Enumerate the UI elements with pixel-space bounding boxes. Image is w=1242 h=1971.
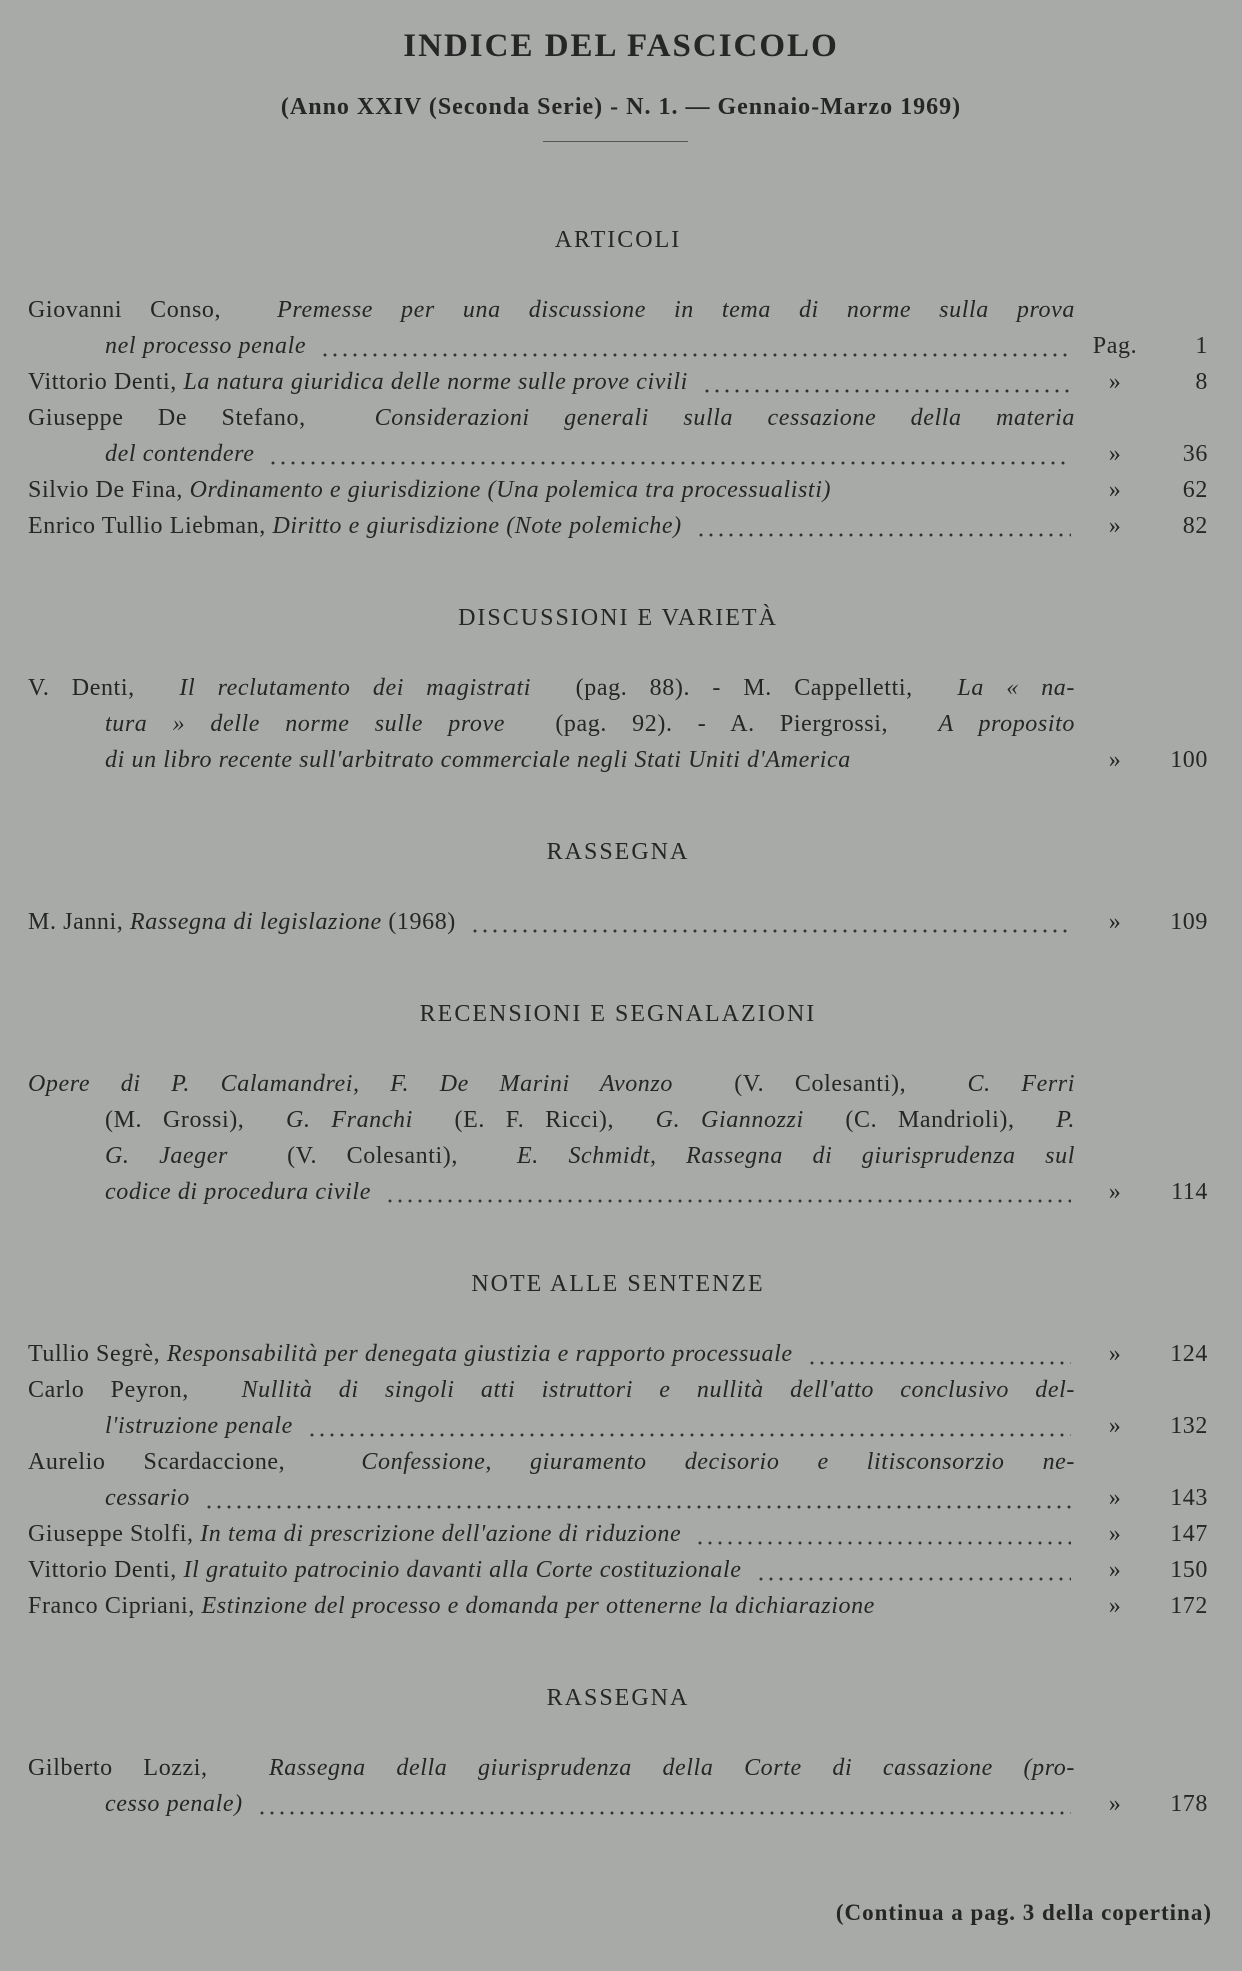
- dot-leader: [385, 1174, 1071, 1210]
- page-number: 114: [1171, 1179, 1208, 1205]
- dot-leader: [702, 364, 1071, 400]
- entry-author: Franco Cipriani,: [28, 1593, 202, 1619]
- entry-author: (V. Colesanti),: [257, 1143, 488, 1169]
- toc-entry: [28, 1444, 1208, 1516]
- page-marker: »: [1108, 1791, 1122, 1817]
- entry-text: [28, 364, 1075, 400]
- entry-text: [28, 400, 1075, 436]
- page-marker: »: [1108, 1341, 1122, 1367]
- page-number: [1155, 670, 1208, 706]
- page-marker: [1075, 1372, 1155, 1408]
- toc-section: [28, 1680, 1208, 1822]
- page-marker: [1075, 706, 1155, 742]
- issue-subtitle: (Anno XXIV (Seconda Serie) - N. 1. — Gennaio-Marzo 1969): [280, 94, 962, 120]
- entry-author: Tullio Segrè,: [28, 1341, 167, 1367]
- page-number: [1155, 1066, 1208, 1102]
- page-marker: »: [1108, 1593, 1122, 1619]
- page-number: 147: [1170, 1521, 1208, 1547]
- entry-author: (1968): [381, 909, 456, 935]
- dot-leader: [268, 436, 1071, 472]
- entry-line: [28, 1408, 1208, 1444]
- entry-line: [28, 1102, 1208, 1138]
- entry-text: [28, 1480, 1075, 1516]
- entry-text: [28, 508, 1075, 544]
- section-heading: ARTICOLI: [554, 227, 682, 253]
- dot-leader: [756, 1552, 1071, 1588]
- entry-text: [28, 706, 1075, 742]
- entry-title: di un libro recente sull'arbitrato commerciale negli Stati Uniti d'America: [105, 747, 851, 773]
- entry-line: [28, 292, 1208, 328]
- page-marker: »: [1108, 513, 1122, 539]
- page-number: 100: [1170, 747, 1208, 773]
- entry-line: [28, 364, 1208, 400]
- toc-section: [28, 996, 1208, 1210]
- page-number: [1155, 1750, 1208, 1786]
- dot-leader: [257, 1786, 1071, 1822]
- toc-entry: [28, 1516, 1208, 1552]
- entry-title: Nullità di singoli atti istruttori e nullità dell'atto conclusivo del-: [241, 1377, 1075, 1403]
- entry-text: [28, 1516, 1075, 1552]
- toc-entry: [28, 472, 1208, 508]
- entry-title: cessario: [105, 1485, 190, 1511]
- toc-entry: [28, 1336, 1208, 1372]
- dot-leader: [204, 1480, 1071, 1516]
- page-number: 1: [1195, 333, 1208, 359]
- toc-section: [28, 834, 1208, 940]
- page-number: 132: [1170, 1413, 1208, 1439]
- entry-title: Confessione, giuramento decisorio e litisconsorzio ne-: [361, 1449, 1075, 1475]
- entry-title: Ordinamento e giurisdizione (Una polemica tra processualisti): [189, 477, 832, 503]
- page-marker: »: [1108, 747, 1122, 773]
- page-marker: [1075, 1102, 1155, 1138]
- entry-text: [28, 1066, 1075, 1102]
- page-marker: [1075, 1750, 1155, 1786]
- section-heading: RASSEGNA: [546, 839, 690, 865]
- toc-entry: [28, 1588, 1208, 1624]
- entry-line: [28, 1138, 1208, 1174]
- entry-author: V. Denti,: [28, 675, 158, 701]
- page-number: 150: [1170, 1557, 1208, 1583]
- entry-text: [28, 904, 1075, 940]
- entry-text: [28, 1552, 1075, 1588]
- entry-text: [28, 1138, 1075, 1174]
- toc-entry: [28, 1372, 1208, 1444]
- entry-line: [28, 706, 1208, 742]
- entry-text: [28, 1408, 1075, 1444]
- page-marker: [1075, 400, 1155, 436]
- page-marker: »: [1108, 1413, 1122, 1439]
- toc-entry: [28, 904, 1208, 940]
- toc-entry: [28, 1552, 1208, 1588]
- page-number: 172: [1170, 1593, 1208, 1619]
- entry-line: [28, 1444, 1208, 1480]
- entry-line: [28, 1066, 1208, 1102]
- section-heading: NOTE ALLE SENTENZE: [471, 1271, 765, 1297]
- entry-title: G. Jaeger: [105, 1143, 228, 1169]
- entry-author: Silvio De Fina,: [28, 477, 190, 503]
- toc-entry: [28, 400, 1208, 472]
- entry-title: Opere di P. Calamandrei, F. De Marini Avonzo: [28, 1071, 673, 1097]
- entry-author: (pag. 88). - M. Cappelletti,: [553, 675, 936, 701]
- divider: [543, 141, 688, 142]
- page-number: 82: [1182, 513, 1208, 539]
- entry-text: [28, 436, 1075, 472]
- entry-title: Considerazioni generali sulla cessazione della materia: [374, 405, 1075, 431]
- page-marker: [1075, 1444, 1155, 1480]
- entry-author: Carlo Peyron,: [28, 1377, 216, 1403]
- entry-text: [28, 1786, 1075, 1822]
- entry-author: Enrico Tullio Liebman,: [28, 513, 273, 539]
- entry-title: Rassegna della giurisprudenza della Corte di cassazione (pro-: [268, 1755, 1075, 1781]
- entry-author: Giuseppe Stolfi,: [28, 1521, 201, 1547]
- entry-title: Il reclutamento dei magistrati: [179, 675, 531, 701]
- page-marker: »: [1108, 1485, 1122, 1511]
- page-number: [1155, 1444, 1208, 1480]
- entry-author: M. Janni,: [28, 909, 130, 935]
- toc-entry: [28, 1066, 1208, 1210]
- entry-author: Giovanni Conso,: [28, 297, 250, 323]
- entry-author: Giuseppe De Stefano,: [28, 405, 341, 431]
- entry-text: [28, 1444, 1075, 1480]
- entry-line: [28, 1588, 1208, 1624]
- entry-title: Estinzione del processo e domanda per ottenerne la dichiarazione: [201, 1593, 875, 1619]
- entry-line: [28, 328, 1208, 364]
- entry-line: [28, 1372, 1208, 1408]
- entry-line: [28, 1336, 1208, 1372]
- entry-line: [28, 1516, 1208, 1552]
- page-number: [1155, 292, 1208, 328]
- section-heading: RECENSIONI E SEGNALAZIONI: [419, 1001, 817, 1027]
- entry-title: In tema di prescrizione dell'azione di riduzione: [200, 1521, 682, 1547]
- entry-author: (pag. 92). - A. Piergrossi,: [530, 711, 914, 737]
- dot-leader: [320, 328, 1071, 364]
- entry-line: [28, 400, 1208, 436]
- entry-text: [28, 328, 1075, 364]
- entry-text: [28, 292, 1075, 328]
- toc-section: [28, 1266, 1208, 1624]
- toc-entry: [28, 670, 1208, 778]
- entry-title: Premesse per una discussione in tema di norme sulla prova: [277, 297, 1075, 323]
- entry-author: (E. F. Ricci),: [433, 1107, 635, 1133]
- dot-leader: [696, 508, 1071, 544]
- page-number: 109: [1170, 909, 1208, 935]
- page-marker: »: [1108, 1521, 1122, 1547]
- entry-line: [28, 1480, 1208, 1516]
- page-marker: Pag.: [1092, 333, 1138, 359]
- dot-leader: [307, 1408, 1071, 1444]
- page-number: [1155, 706, 1208, 742]
- toc-section: [28, 222, 1208, 544]
- page-title: INDICE DEL FASCICOLO: [403, 28, 839, 64]
- entry-text: [28, 472, 1075, 508]
- entry-line: [28, 742, 1208, 778]
- entry-author: (V. Colesanti),: [703, 1071, 937, 1097]
- toc-entry: [28, 508, 1208, 544]
- entry-title: P.: [1056, 1107, 1075, 1133]
- entry-line: [28, 1174, 1208, 1210]
- entry-line: [28, 1786, 1208, 1822]
- page-number: 36: [1182, 441, 1208, 467]
- entry-line: [28, 904, 1208, 940]
- entry-line: [28, 472, 1208, 508]
- entry-text: [28, 1372, 1075, 1408]
- entry-author: Vittorio Denti,: [28, 369, 184, 395]
- dot-leader: [807, 1336, 1071, 1372]
- page-number: 8: [1195, 369, 1208, 395]
- entry-title: del contendere: [105, 441, 255, 467]
- entry-line: [28, 670, 1208, 706]
- entry-text: [28, 1588, 1075, 1624]
- toc-section: [28, 600, 1208, 778]
- entry-line: [28, 1552, 1208, 1588]
- entry-title: Diritto e giurisdizione (Note polemiche): [272, 513, 682, 539]
- page-marker: »: [1108, 369, 1122, 395]
- entry-author: Aurelio Scardaccione,: [28, 1449, 324, 1475]
- entry-text: [28, 670, 1075, 706]
- entry-text: [28, 1102, 1075, 1138]
- page-number: 124: [1170, 1341, 1208, 1367]
- entry-text: [28, 1174, 1075, 1210]
- entry-title: La natura giuridica delle norme sulle prove civili: [183, 369, 688, 395]
- page-marker: »: [1108, 1557, 1122, 1583]
- entry-author: Gilberto Lozzi,: [28, 1755, 239, 1781]
- entry-title: tura » delle norme sulle prove: [105, 711, 505, 737]
- entry-title: G. Franchi: [286, 1107, 413, 1133]
- page-marker: [1075, 670, 1155, 706]
- page-number: 178: [1170, 1791, 1208, 1817]
- section-heading: DISCUSSIONI E VARIETÀ: [458, 605, 778, 631]
- entry-title: C. Ferri: [967, 1071, 1075, 1097]
- entry-author: Vittorio Denti,: [28, 1557, 184, 1583]
- page-number: [1155, 1372, 1208, 1408]
- entry-line: [28, 1750, 1208, 1786]
- dot-leader: [470, 904, 1071, 940]
- page-number: 62: [1182, 477, 1208, 503]
- page-marker: »: [1108, 477, 1122, 503]
- entry-line: [28, 436, 1208, 472]
- entry-title: E. Schmidt, Rassegna di giurisprudenza sul: [517, 1143, 1075, 1169]
- table-of-contents: [28, 222, 1208, 1878]
- page-marker: »: [1108, 909, 1122, 935]
- entry-author: (M. Grossi),: [105, 1107, 266, 1133]
- entry-title: G. Giannozzi: [655, 1107, 804, 1133]
- entry-title: codice di procedura civile: [105, 1179, 371, 1205]
- entry-title: A proposito: [938, 711, 1075, 737]
- entry-text: [28, 1336, 1075, 1372]
- entry-text: [28, 1750, 1075, 1786]
- entry-line: [28, 508, 1208, 544]
- page-number: [1155, 1138, 1208, 1174]
- toc-entry: [28, 1750, 1208, 1822]
- page-number: 143: [1170, 1485, 1208, 1511]
- page-marker: [1075, 1138, 1155, 1174]
- entry-title: cesso penale): [105, 1791, 243, 1817]
- entry-text: [28, 742, 1075, 778]
- page-marker: [1075, 292, 1155, 328]
- entry-title: La « na-: [957, 675, 1075, 701]
- entry-title: l'istruzione penale: [105, 1413, 293, 1439]
- toc-entry: [28, 292, 1208, 364]
- toc-entry: [28, 364, 1208, 400]
- entry-title: Responsabilità per denegata giustizia e rapporto processuale: [166, 1341, 793, 1367]
- section-heading: RASSEGNA: [546, 1685, 690, 1711]
- entry-title: Rassegna di legislazione: [130, 909, 382, 935]
- page-marker: [1075, 1066, 1155, 1102]
- page-marker: »: [1108, 441, 1122, 467]
- page-number: [1155, 1102, 1208, 1138]
- entry-title: Il gratuito patrocinio davanti alla Corte costituzionale: [183, 1557, 742, 1583]
- entry-title: nel processo penale: [105, 333, 307, 359]
- dot-leader: [695, 1516, 1071, 1552]
- page-number: [1155, 400, 1208, 436]
- continuation-note: (Continua a pag. 3 della copertina): [835, 1900, 1212, 1925]
- entry-author: (C. Mandrioli),: [824, 1107, 1036, 1133]
- page-marker: »: [1108, 1179, 1122, 1205]
